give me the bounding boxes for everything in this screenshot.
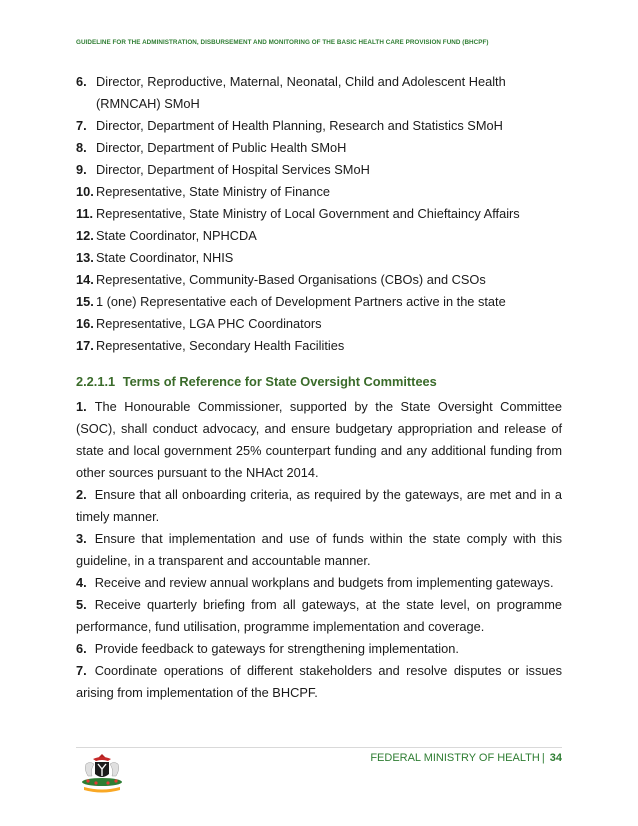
list-item [76, 225, 566, 247]
tor-paragraph [76, 594, 562, 638]
tor-text: Receive and review annual workplans and budgets from implementing gateways. [94, 575, 554, 590]
list-item [76, 247, 566, 269]
section-number: 2.2.1.1 [76, 374, 116, 389]
tor-number: 2. [76, 487, 87, 502]
tor-number: 1. [76, 399, 87, 414]
list-item [76, 269, 566, 291]
tor-paragraph [76, 638, 562, 660]
list-item-text: Director, Department of Health Planning, Research and Statistics SMoH [96, 118, 503, 133]
list-item-number: 17. [76, 338, 94, 353]
tor-text: Provide feedback to gateways for strengthening implementation. [94, 641, 459, 656]
list-item [76, 313, 566, 335]
list-item-number: 13. [76, 250, 94, 265]
tor-paragraph [76, 572, 562, 594]
tor-text: Ensure that implementation and use of funds within the state comply with this guideline, in a transparent and accountable manner. [76, 531, 562, 568]
tor-number: 7. [76, 663, 87, 678]
section-heading [76, 374, 437, 389]
list-item-text: Director, Reproductive, Maternal, Neonatal, Child and Adolescent Health (RMNCAH) SMoH [96, 74, 506, 111]
list-item-number: 12. [76, 228, 94, 243]
tor-number: 5. [76, 597, 87, 612]
list-item-number: 14. [76, 272, 94, 287]
list-item-number: 6. [76, 74, 87, 89]
list-item [76, 291, 566, 313]
footer [370, 752, 562, 764]
tor-number: 6. [76, 641, 87, 656]
list-item [76, 115, 566, 137]
page-number: 34 [549, 752, 562, 764]
list-item-number: 16. [76, 316, 94, 331]
list-item-text: State Coordinator, NPHCDA [96, 228, 257, 243]
footer-divider [76, 747, 562, 748]
tor-text: Coordinate operations of different stakeholders and resolve disputes or issues arising from implementation of the BHCPF. [76, 663, 562, 700]
terms-of-reference [76, 396, 562, 704]
list-item-number: 11. [76, 206, 94, 221]
committee-members-list [76, 71, 566, 357]
tor-text: Receive quarterly briefing from all gateways, at the state level, on programme performance, fund utilisation, programme implementation and coverage. [76, 597, 562, 634]
list-item [76, 137, 566, 159]
tor-paragraph [76, 484, 562, 528]
running-header: GUIDELINE FOR THE ADMINISTRATION, DISBURSEMENT AND MONITORING OF THE BASIC HEALTH CARE PROVISION FUND (BHCPF) [76, 39, 489, 46]
list-item-text: Representative, State Ministry of Local Government and Chieftaincy Affairs [96, 206, 520, 221]
list-item [76, 181, 566, 203]
list-item-text: Representative, Secondary Health Facilities [96, 338, 345, 353]
list-item-text: 1 (one) Representative each of Development Partners active in the state [96, 294, 506, 309]
list-item [76, 203, 566, 225]
list-item-number: 8. [76, 140, 87, 155]
tor-number: 3. [76, 531, 87, 546]
list-item-text: State Coordinator, NHIS [96, 250, 234, 265]
tor-paragraph [76, 396, 562, 484]
list-item-number: 15. [76, 294, 94, 309]
tor-number: 4. [76, 575, 87, 590]
tor-paragraph [76, 660, 562, 704]
footer-separator: | [541, 752, 545, 764]
list-item-number: 9. [76, 162, 87, 177]
list-item-number: 10. [76, 184, 94, 199]
list-item-text: Director, Department of Public Health SMoH [96, 140, 347, 155]
section-title: Terms of Reference for State Oversight Committees [122, 374, 437, 389]
tor-text: The Honourable Commissioner, supported by the State Oversight Committee (SOC), shall conduct advocacy, and ensure budgetary appropriation and release of state and local government 25% counterpart funding and any additional funding from other sources pursuant to the NHAct 2014. [76, 399, 562, 480]
list-item [76, 159, 566, 181]
list-item-text: Director, Department of Hospital Services SMoH [96, 162, 370, 177]
list-item [76, 71, 566, 115]
list-item-number: 7. [76, 118, 87, 133]
footer-ministry: FEDERAL MINISTRY OF HEALTH [370, 752, 540, 764]
list-item-text: Representative, Community-Based Organisations (CBOs) and CSOs [96, 272, 486, 287]
coat-of-arms-icon [76, 752, 128, 794]
tor-text: Ensure that all onboarding criteria, as required by the gateways, are met and in a timely manner. [76, 487, 562, 524]
list-item-text: Representative, State Ministry of Finance [96, 184, 331, 199]
list-item-text: Representative, LGA PHC Coordinators [96, 316, 322, 331]
tor-paragraph [76, 528, 562, 572]
list-item [76, 335, 566, 357]
